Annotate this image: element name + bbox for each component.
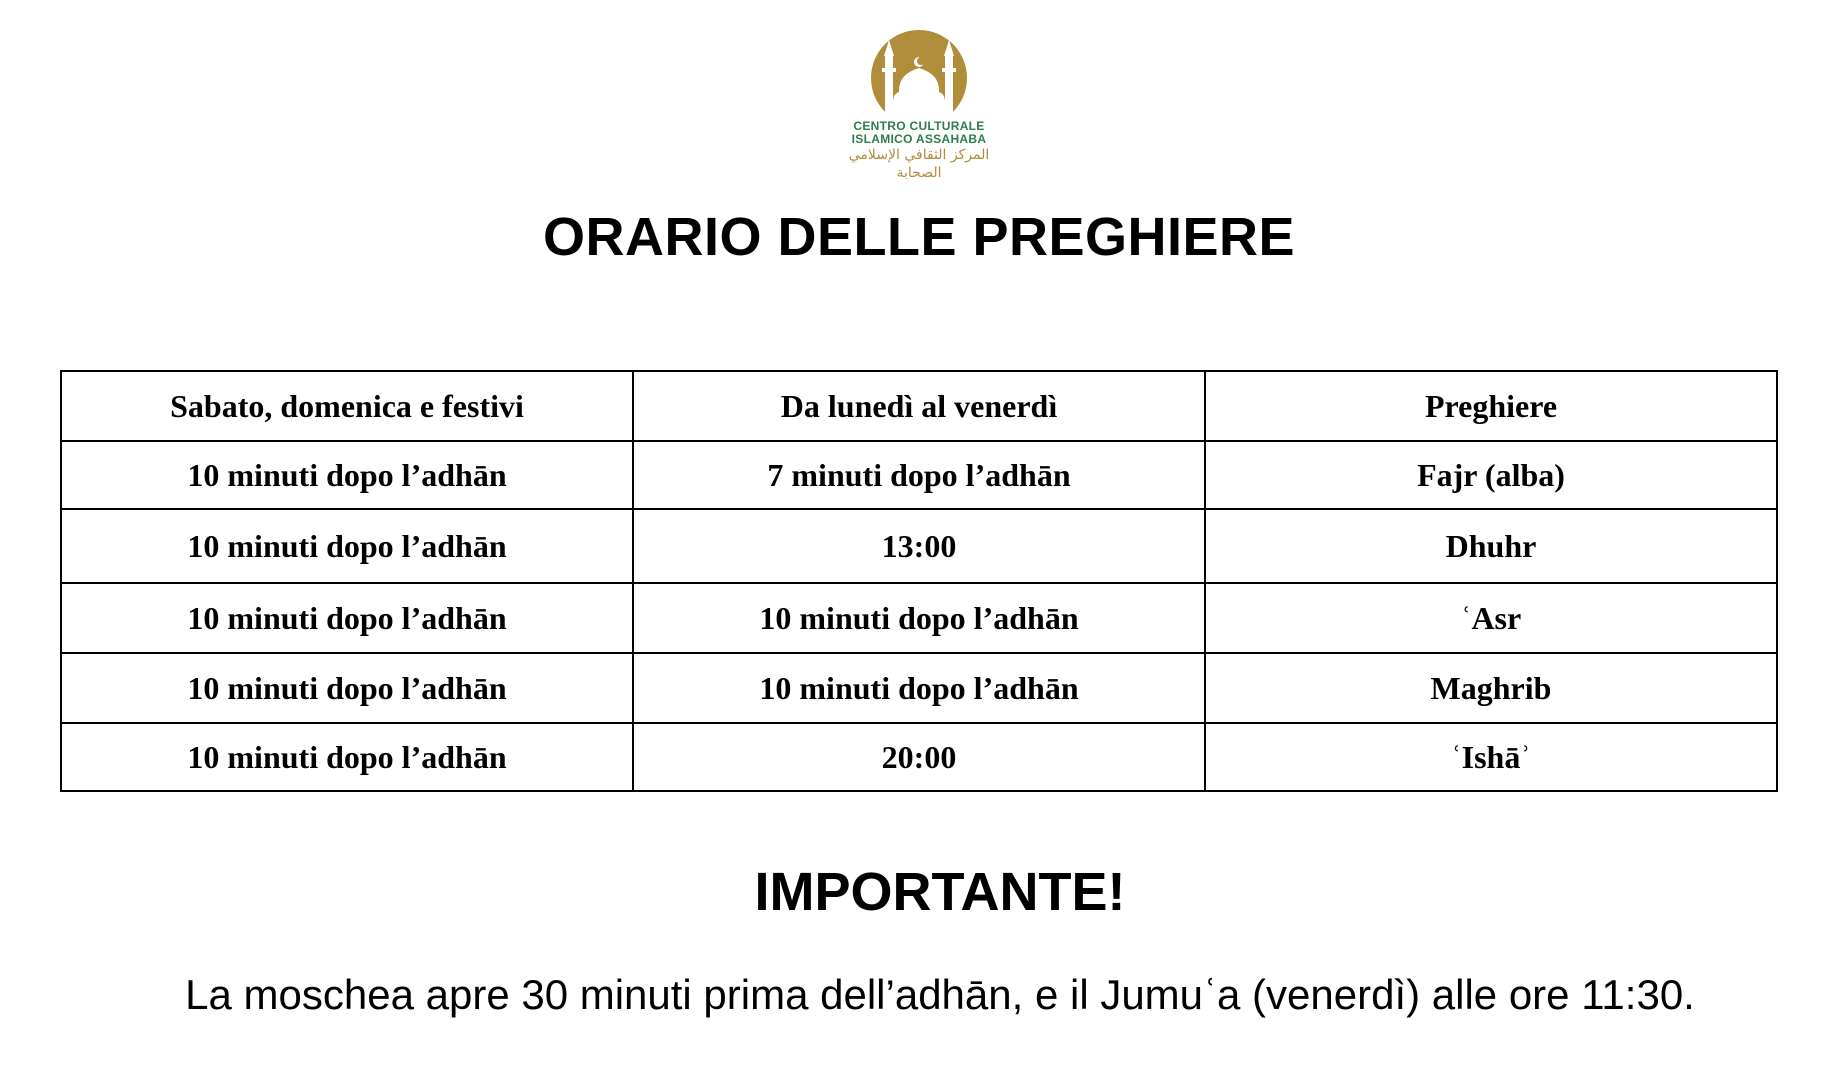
- table-row: [61, 653, 1777, 723]
- logo-org-name-line1: CENTRO CULTURALE: [853, 119, 985, 133]
- cell-prayer: Fajr (alba): [1205, 441, 1777, 509]
- logo-org-name-line2: ISLAMICO ASSAHABA: [851, 132, 987, 146]
- cell-weekend: 10 minuti dopo l’adhān: [61, 583, 633, 653]
- header-weekdays: Da lunedì al venerdì: [633, 371, 1205, 441]
- header-prayers: Preghiere: [1205, 371, 1777, 441]
- prayer-schedule-table: [60, 370, 1778, 792]
- cell-weekdays: 13:00: [633, 509, 1205, 583]
- cell-weekend: 10 minuti dopo l’adhān: [61, 723, 633, 791]
- table-row: [61, 583, 1777, 653]
- table-row: [61, 509, 1777, 583]
- table-row: [61, 441, 1777, 509]
- cell-prayer: ʿIshāʾ: [1205, 723, 1777, 791]
- cell-prayer: Dhuhr: [1205, 509, 1777, 583]
- header-weekend: Sabato, domenica e festivi: [61, 371, 633, 441]
- cell-weekdays: 20:00: [633, 723, 1205, 791]
- cell-weekend: 10 minuti dopo l’adhān: [61, 509, 633, 583]
- logo-org-name-arabic-line1: المركز الثقافي الإسلامي: [848, 147, 990, 163]
- cell-prayer: Maghrib: [1205, 653, 1777, 723]
- cell-weekend: 10 minuti dopo l’adhān: [61, 653, 633, 723]
- cell-weekdays: 7 minuti dopo l’adhān: [633, 441, 1205, 509]
- cell-weekend: 10 minuti dopo l’adhān: [61, 441, 633, 509]
- table-row: [61, 723, 1777, 791]
- cell-weekdays: 10 minuti dopo l’adhān: [633, 653, 1205, 723]
- cell-weekdays: 10 minuti dopo l’adhān: [633, 583, 1205, 653]
- important-heading: IMPORTANTE!: [754, 862, 1126, 922]
- cell-prayer: ʿAsr: [1205, 583, 1777, 653]
- page-title: ORARIO DELLE PREGHIERE: [542, 207, 1296, 267]
- mosque-icon: [863, 28, 975, 120]
- table-header-row: [61, 371, 1777, 441]
- logo: [819, 28, 1019, 188]
- important-notice-text: La moschea apre 30 minuti prima dell’adhān, e il Jumuʿa (venerdì) alle ore 11:30.: [185, 971, 1695, 1018]
- logo-org-name-arabic-line2: الصحابة: [896, 165, 942, 181]
